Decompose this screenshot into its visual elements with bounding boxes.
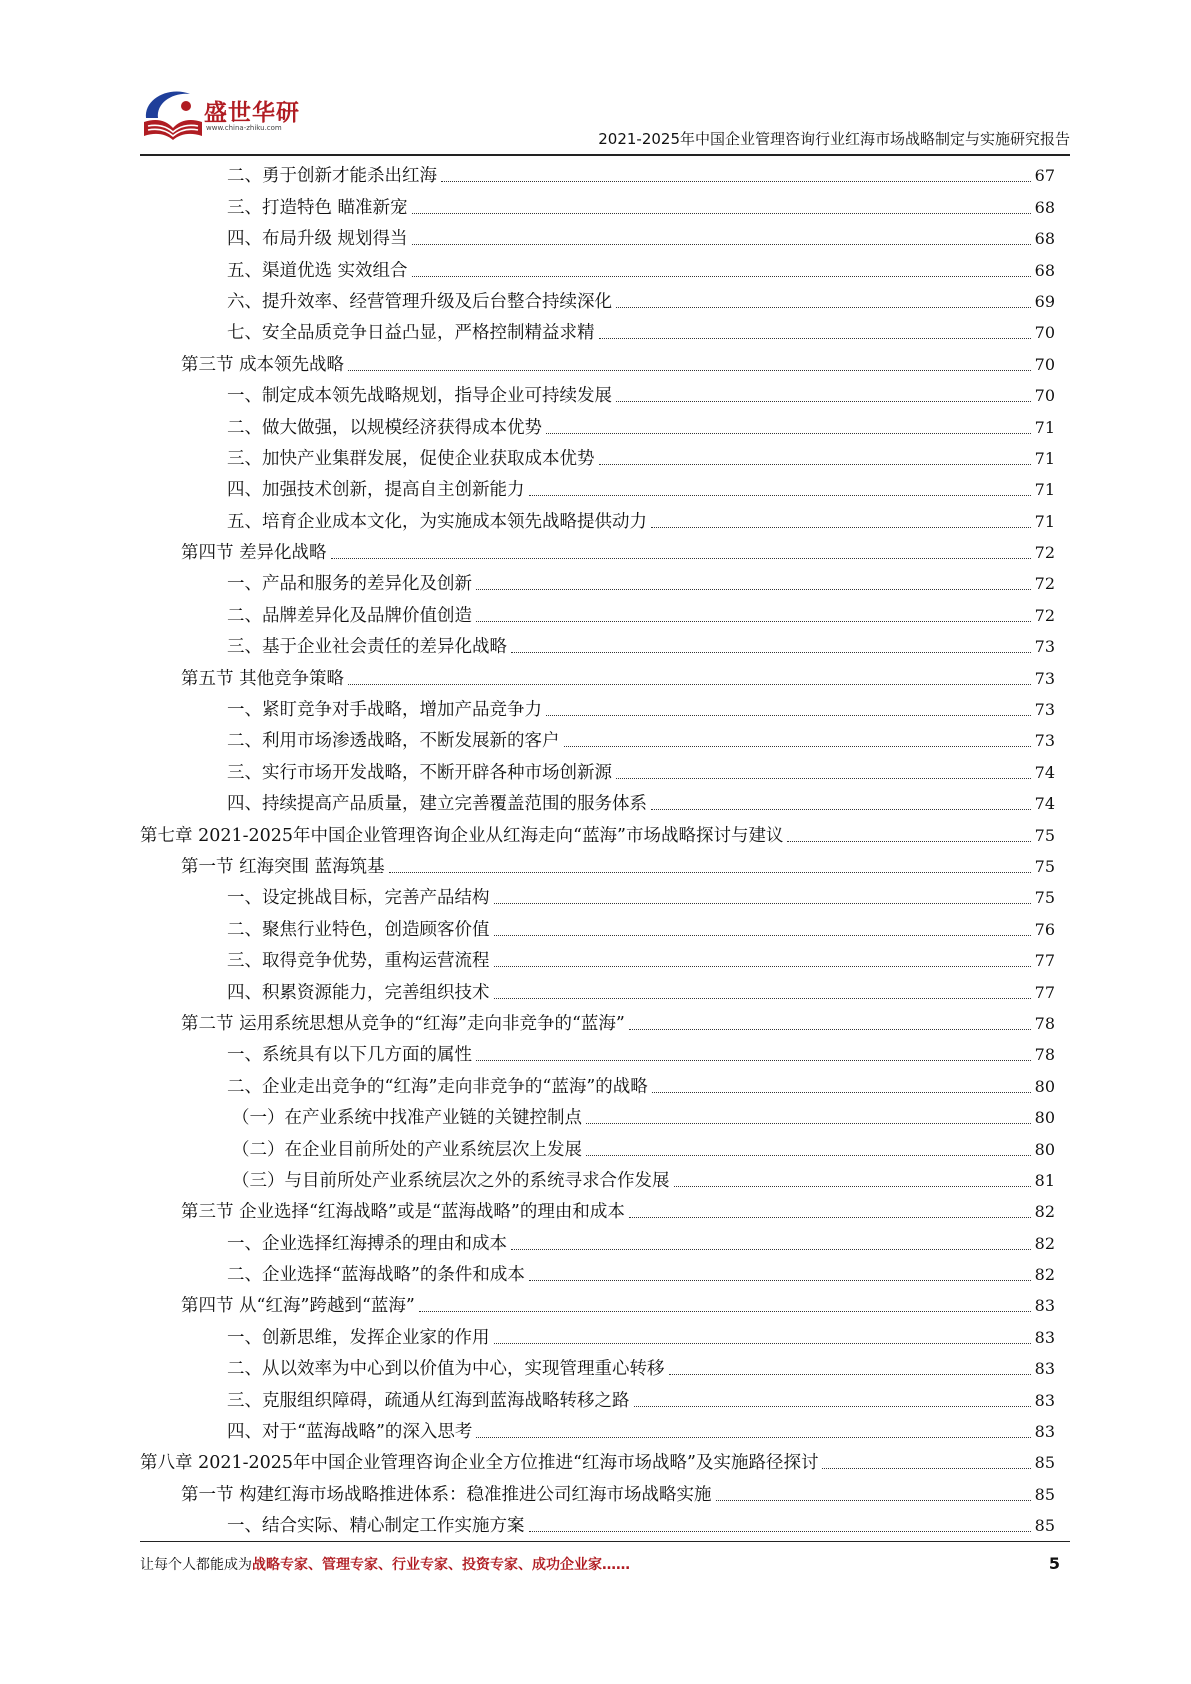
toc-entry-label: 二、品牌差异化及品牌价值创造 bbox=[227, 605, 472, 626]
toc-entry[interactable] bbox=[140, 1476, 1055, 1507]
toc-entry-label: 第四节 差异化战略 bbox=[181, 543, 327, 564]
toc-leader-dots bbox=[599, 338, 1031, 339]
toc-leader-dots bbox=[616, 307, 1031, 308]
toc-entry-page: 72 bbox=[1034, 574, 1055, 594]
toc-entry-label: 一、制定成本领先战略规划，指导企业可持续发展 bbox=[227, 386, 612, 407]
toc-entry[interactable] bbox=[140, 252, 1055, 283]
logo-url: www.china-zhiku.com bbox=[206, 124, 282, 132]
toc-entry-page: 70 bbox=[1034, 323, 1055, 343]
toc-entry-label: 一、企业选择红海搏杀的理由和成本 bbox=[227, 1233, 507, 1254]
toc-entry[interactable] bbox=[140, 189, 1055, 220]
toc-leader-dots bbox=[529, 1280, 1031, 1281]
toc-entry-label: 第七章 2021-2025年中国企业管理咨询企业从红海走向“蓝海”市场战略探讨与建议 bbox=[140, 825, 784, 846]
toc-entry-label: 三、取得竞争优势，重构运营流程 bbox=[227, 951, 490, 972]
page-footer bbox=[140, 1554, 1070, 1578]
toc-entry[interactable] bbox=[140, 315, 1055, 346]
toc-entry-page: 67 bbox=[1034, 166, 1055, 186]
toc-leader-dots bbox=[494, 935, 1031, 936]
toc-leader-dots bbox=[529, 495, 1031, 496]
toc-entry-label: 第五节 其他竞争策略 bbox=[181, 668, 345, 689]
toc-entry-page: 71 bbox=[1034, 448, 1055, 468]
toc-entry[interactable] bbox=[140, 943, 1055, 974]
toc-leader-dots bbox=[348, 370, 1031, 371]
page-header bbox=[140, 78, 1070, 150]
toc-leader-dots bbox=[546, 433, 1031, 434]
toc-entry-label: 第一节 构建红海市场战略推进体系：稳准推进公司红海市场战略实施 bbox=[181, 1484, 712, 1505]
toc-leader-dots bbox=[716, 1500, 1031, 1501]
toc-entry-label: 五、培育企业成本文化，为实施成本领先战略提供动力 bbox=[227, 511, 647, 532]
toc-entry[interactable] bbox=[140, 472, 1055, 503]
toc-entry-label: 第二节 运用系统思想从竞争的“红海”走向非竞争的“蓝海” bbox=[181, 1013, 625, 1034]
toc-entry-page: 68 bbox=[1034, 197, 1055, 217]
toc-leader-dots bbox=[331, 558, 1031, 559]
toc-leader-dots bbox=[651, 527, 1031, 528]
toc-entry-page: 68 bbox=[1034, 260, 1055, 280]
toc-leader-dots bbox=[476, 589, 1031, 590]
toc-leader-dots bbox=[476, 1060, 1031, 1061]
toc-entry-page: 70 bbox=[1034, 386, 1055, 406]
toc-entry[interactable] bbox=[140, 723, 1055, 754]
toc-entry[interactable] bbox=[140, 1288, 1055, 1319]
toc-entry[interactable] bbox=[140, 629, 1055, 660]
toc-entry[interactable] bbox=[140, 378, 1055, 409]
toc-leader-dots bbox=[494, 1343, 1031, 1344]
book-swoosh-icon bbox=[140, 84, 206, 144]
toc-entry-page: 74 bbox=[1034, 762, 1055, 782]
toc-entry-label: 二、聚焦行业特色，创造顾客价值 bbox=[227, 919, 490, 940]
toc-entry[interactable] bbox=[140, 1382, 1055, 1413]
toc-entry[interactable] bbox=[140, 692, 1055, 723]
report-title: 2021-2025年中国企业管理咨询行业红海市场战略制定与实施研究报告 bbox=[598, 130, 1070, 148]
toc-leader-dots bbox=[634, 1406, 1031, 1407]
toc-leader-dots bbox=[511, 652, 1031, 653]
toc-entry[interactable] bbox=[140, 441, 1055, 472]
toc-entry-page: 85 bbox=[1034, 1453, 1055, 1473]
table-of-contents bbox=[140, 158, 1055, 1539]
toc-entry-label: 五、渠道优选 实效组合 bbox=[227, 260, 408, 281]
toc-entry[interactable] bbox=[140, 1414, 1055, 1445]
toc-leader-dots bbox=[669, 1374, 1031, 1375]
toc-entry[interactable] bbox=[140, 880, 1055, 911]
toc-entry-label: （二）在企业目前所处的产业系统层次上发展 bbox=[232, 1139, 582, 1160]
toc-entry[interactable] bbox=[140, 1319, 1055, 1350]
toc-entry-page: 75 bbox=[1034, 825, 1055, 845]
toc-entry-page: 85 bbox=[1034, 1484, 1055, 1504]
toc-leader-dots bbox=[616, 778, 1031, 779]
toc-entry-page: 71 bbox=[1034, 511, 1055, 531]
toc-entry[interactable] bbox=[140, 1131, 1055, 1162]
toc-entry[interactable] bbox=[140, 535, 1055, 566]
toc-entry[interactable] bbox=[140, 1351, 1055, 1382]
toc-entry-page: 70 bbox=[1034, 354, 1055, 374]
header-divider bbox=[140, 154, 1070, 156]
toc-entry[interactable] bbox=[140, 660, 1055, 691]
toc-entry-page: 74 bbox=[1034, 794, 1055, 814]
toc-entry[interactable] bbox=[140, 1445, 1055, 1476]
toc-leader-dots bbox=[822, 1468, 1030, 1469]
toc-leader-dots bbox=[511, 1249, 1031, 1250]
toc-entry-page: 83 bbox=[1034, 1327, 1055, 1347]
toc-leader-dots bbox=[348, 684, 1031, 685]
toc-leader-dots bbox=[586, 1123, 1031, 1124]
toc-entry-label: 四、持续提高产品质量，建立完善覆盖范围的服务体系 bbox=[227, 794, 647, 815]
page-number: 5 bbox=[1048, 1554, 1060, 1573]
toc-entry-label: 二、从以效率为中心到以价值为中心，实现管理重心转移 bbox=[227, 1359, 665, 1380]
toc-leader-dots bbox=[529, 1531, 1031, 1532]
toc-entry-page: 81 bbox=[1034, 1170, 1055, 1190]
toc-entry-page: 80 bbox=[1034, 1108, 1055, 1128]
toc-entry[interactable] bbox=[140, 221, 1055, 252]
toc-entry-page: 82 bbox=[1034, 1233, 1055, 1253]
toc-entry-page: 83 bbox=[1034, 1390, 1055, 1410]
toc-leader-dots bbox=[651, 809, 1031, 810]
toc-entry-page: 83 bbox=[1034, 1359, 1055, 1379]
toc-leader-dots bbox=[389, 872, 1031, 873]
toc-leader-dots bbox=[419, 1311, 1031, 1312]
toc-entry[interactable] bbox=[140, 158, 1055, 189]
toc-leader-dots bbox=[586, 1155, 1031, 1156]
toc-entry-label: （三）与目前所处产业系统层次之外的系统寻求合作发展 bbox=[232, 1170, 670, 1191]
toc-entry-label: 第一节 红海突围 蓝海筑基 bbox=[181, 856, 385, 877]
toc-entry-label: （一）在产业系统中找准产业链的关键控制点 bbox=[232, 1108, 582, 1129]
toc-entry-label: 四、积累资源能力，完善组织技术 bbox=[227, 982, 490, 1003]
toc-entry-page: 75 bbox=[1034, 856, 1055, 876]
toc-entry-page: 73 bbox=[1034, 700, 1055, 720]
toc-entry[interactable] bbox=[140, 346, 1055, 377]
toc-entry[interactable] bbox=[140, 786, 1055, 817]
logo-title: 盛世华研 bbox=[204, 100, 300, 126]
toc-entry[interactable] bbox=[140, 911, 1055, 942]
toc-entry-label: 四、布局升级 规划得当 bbox=[227, 229, 408, 250]
toc-entry-page: 71 bbox=[1034, 480, 1055, 500]
toc-entry-label: 三、实行市场开发战略，不断开辟各种市场创新源 bbox=[227, 762, 612, 783]
toc-entry-label: 二、企业走出竞争的“红海”走向非竞争的“蓝海”的战略 bbox=[227, 1076, 648, 1097]
toc-entry[interactable] bbox=[140, 597, 1055, 628]
toc-entry-label: 二、做大做强，以规模经济获得成本优势 bbox=[227, 417, 542, 438]
toc-entry[interactable] bbox=[140, 974, 1055, 1005]
toc-entry-page: 69 bbox=[1034, 291, 1055, 311]
toc-entry-page: 73 bbox=[1034, 668, 1055, 688]
toc-entry-page: 72 bbox=[1034, 605, 1055, 625]
toc-entry-label: 第三节 企业选择“红海战略”或是“蓝海战略”的理由和成本 bbox=[181, 1202, 625, 1223]
toc-entry[interactable] bbox=[140, 503, 1055, 534]
toc-entry-page: 73 bbox=[1034, 637, 1055, 657]
toc-entry-label: 一、结合实际、精心制定工作实施方案 bbox=[227, 1516, 525, 1537]
toc-entry-page: 68 bbox=[1034, 229, 1055, 249]
toc-entry-page: 83 bbox=[1034, 1296, 1055, 1316]
toc-leader-dots bbox=[616, 401, 1031, 402]
toc-entry-page: 82 bbox=[1034, 1265, 1055, 1285]
toc-entry-label: 二、企业选择“蓝海战略”的条件和成本 bbox=[227, 1265, 525, 1286]
toc-entry[interactable] bbox=[140, 1100, 1055, 1131]
toc-entry-label: 四、加强技术创新，提高自主创新能力 bbox=[227, 480, 525, 501]
toc-entry-page: 75 bbox=[1034, 888, 1055, 908]
toc-entry[interactable] bbox=[140, 284, 1055, 315]
toc-entry-label: 一、设定挑战目标，完善产品结构 bbox=[227, 888, 490, 909]
toc-entry-label: 三、加快产业集群发展，促使企业获取成本优势 bbox=[227, 448, 595, 469]
toc-leader-dots bbox=[412, 276, 1031, 277]
toc-leader-dots bbox=[412, 244, 1031, 245]
toc-entry[interactable] bbox=[140, 1037, 1055, 1068]
toc-entry-label: 二、利用市场渗透战略，不断发展新的客户 bbox=[227, 731, 560, 752]
toc-leader-dots bbox=[494, 903, 1031, 904]
footer-slogan-highlight: 战略专家、管理专家、行业专家、投资专家、成功企业家…… bbox=[252, 1557, 630, 1573]
toc-entry[interactable] bbox=[140, 817, 1055, 848]
toc-entry[interactable] bbox=[140, 1257, 1055, 1288]
toc-entry-page: 71 bbox=[1034, 417, 1055, 437]
toc-entry-page: 78 bbox=[1034, 1013, 1055, 1033]
toc-entry-page: 77 bbox=[1034, 982, 1055, 1002]
toc-entry-label: 一、紧盯竞争对手战略，增加产品竞争力 bbox=[227, 700, 542, 721]
toc-entry-label: 第三节 成本领先战略 bbox=[181, 354, 345, 375]
toc-entry[interactable] bbox=[140, 849, 1055, 880]
toc-entry[interactable] bbox=[140, 1006, 1055, 1037]
footer-divider bbox=[140, 1541, 1070, 1542]
toc-entry[interactable] bbox=[140, 1068, 1055, 1099]
toc-entry-page: 76 bbox=[1034, 919, 1055, 939]
toc-entry[interactable] bbox=[140, 409, 1055, 440]
toc-entry-label: 六、提升效率、经营管理升级及后台整合持续深化 bbox=[227, 291, 612, 312]
toc-entry-page: 72 bbox=[1034, 543, 1055, 563]
footer-slogan-prefix: 让每个人都能成为 bbox=[140, 1557, 252, 1573]
toc-entry-label: 一、产品和服务的差异化及创新 bbox=[227, 574, 472, 595]
toc-leader-dots bbox=[629, 1029, 1031, 1030]
toc-leader-dots bbox=[494, 998, 1031, 999]
toc-leader-dots bbox=[494, 966, 1031, 967]
toc-leader-dots bbox=[674, 1186, 1031, 1187]
toc-leader-dots bbox=[546, 715, 1031, 716]
toc-entry-label: 四、对于“蓝海战略”的深入思考 bbox=[227, 1422, 473, 1443]
toc-entry-page: 77 bbox=[1034, 951, 1055, 971]
toc-leader-dots bbox=[412, 213, 1031, 214]
toc-entry-label: 第八章 2021-2025年中国企业管理咨询企业全方位推进“红海市场战略”及实施路径探讨 bbox=[140, 1453, 819, 1474]
toc-entry-page: 78 bbox=[1034, 1045, 1055, 1065]
toc-entry-page: 83 bbox=[1034, 1422, 1055, 1442]
toc-entry[interactable] bbox=[140, 754, 1055, 785]
toc-entry-label: 三、打造特色 瞄准新宠 bbox=[227, 197, 408, 218]
toc-entry-page: 85 bbox=[1034, 1516, 1055, 1536]
toc-entry-label: 一、系统具有以下几方面的属性 bbox=[227, 1045, 472, 1066]
toc-entry-page: 73 bbox=[1034, 731, 1055, 751]
toc-entry-label: 三、基于企业社会责任的差异化战略 bbox=[227, 637, 507, 658]
toc-entry-label: 二、勇于创新才能杀出红海 bbox=[227, 166, 437, 187]
toc-entry-label: 一、创新思维，发挥企业家的作用 bbox=[227, 1327, 490, 1348]
toc-entry-page: 82 bbox=[1034, 1202, 1055, 1222]
toc-entry-label: 第四节 从“红海”跨越到“蓝海” bbox=[181, 1296, 415, 1317]
company-logo bbox=[140, 84, 330, 144]
toc-entry[interactable] bbox=[140, 1194, 1055, 1225]
toc-entry-label: 七、安全品质竞争日益凸显，严格控制精益求精 bbox=[227, 323, 595, 344]
toc-entry[interactable] bbox=[140, 1225, 1055, 1256]
toc-leader-dots bbox=[599, 464, 1031, 465]
toc-leader-dots bbox=[476, 1437, 1030, 1438]
toc-leader-dots bbox=[564, 746, 1031, 747]
toc-entry[interactable] bbox=[140, 566, 1055, 597]
toc-leader-dots bbox=[629, 1217, 1031, 1218]
toc-entry-page: 80 bbox=[1034, 1076, 1055, 1096]
toc-entry-page: 80 bbox=[1034, 1139, 1055, 1159]
toc-leader-dots bbox=[476, 621, 1031, 622]
toc-entry[interactable] bbox=[140, 1163, 1055, 1194]
toc-entry[interactable] bbox=[140, 1508, 1055, 1539]
toc-entry-label: 三、克服组织障碍，疏通从红海到蓝海战略转移之路 bbox=[227, 1390, 630, 1411]
toc-leader-dots bbox=[441, 181, 1031, 182]
toc-leader-dots bbox=[787, 841, 1030, 842]
toc-leader-dots bbox=[652, 1092, 1031, 1093]
